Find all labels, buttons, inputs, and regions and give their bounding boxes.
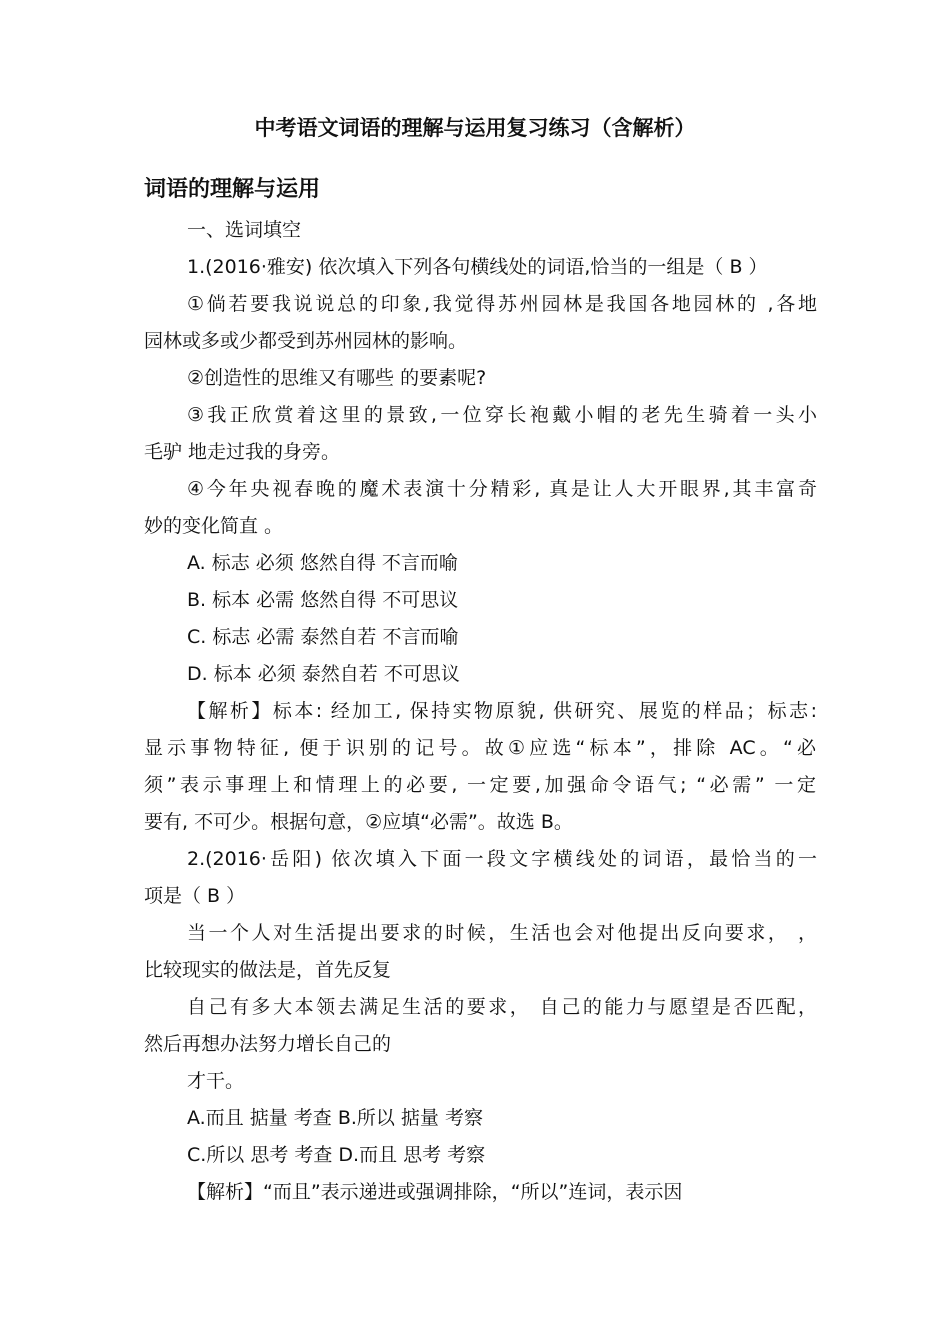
question-1-sentence-4-cont: 妙的变化简直 。 [144, 515, 284, 537]
question-1-stem: 1.(2016·雅安) 依次填入下列各句横线处的词语,恰当的一组是（ B ） [187, 256, 768, 278]
question-1-analysis-cont: 要有, 不可少。根据句意，②应填“必需”。故选 B。 [144, 811, 573, 833]
question-2-passage: 当一个人对生活提出要求的时候，生活也会对他提出反向要求， ， [187, 922, 817, 944]
question-1-sentence-1-cont: 园林或多或少都受到苏州园林的影响。 [144, 330, 468, 352]
question-1-option-b: B. 标本 必需 悠然自得 不可思议 [187, 589, 459, 611]
document-title: 中考语文词语的理解与运用复习练习（含解析） [254, 116, 696, 140]
question-2-passage-cont: 自己有多大本领去满足生活的要求， 自己的能力与愿望是否匹配， [187, 996, 817, 1018]
question-1-analysis-cont: 须”表示事理上和情理上的必要, 一定要,加强命令语气; “必需” 一定 [144, 774, 816, 796]
section-heading: 词语的理解与运用 [144, 177, 321, 202]
question-2-analysis: 【解析】“而且”表示递进或强调排除，“所以”连词，表示因 [187, 1181, 683, 1203]
question-1-sentence-3: ③我正欣赏着这里的景致,一位穿长袍戴小帽的老先生骑着一头小 [187, 404, 817, 426]
question-1-analysis-cont: 显示事物特征, 便于识别的记号。故①应选“标本”，排除 AC。“必 [144, 737, 816, 759]
question-1-sentence-1: ①倘若要我说说总的印象,我觉得苏州园林是我国各地园林的 ,各地 [187, 293, 817, 315]
question-2-stem-cont: 项是（ B ） [144, 885, 246, 907]
question-2-stem: 2.(2016·岳阳) 依次填入下面一段文字横线处的词语，最恰当的一 [187, 848, 817, 870]
question-1-sentence-3-cont: 毛驴 地走过我的身旁。 [144, 441, 341, 463]
question-1-analysis: 【解析】标本: 经加工, 保持实物原貌, 供研究、展览的样品；标志: [187, 700, 817, 722]
question-2-options-ab: A.而且 掂量 考查 B.所以 掂量 考察 [187, 1107, 483, 1129]
question-1-sentence-4: ④今年央视春晚的魔术表演十分精彩, 真是让人大开眼界,其丰富奇 [187, 478, 817, 500]
question-2-options-cd: C.所以 思考 考查 D.而且 思考 考察 [187, 1144, 486, 1166]
subsection-heading: 一、选词填空 [187, 219, 302, 241]
question-1-option-a: A. 标志 必须 悠然自得 不言而喻 [187, 552, 458, 574]
question-2-passage-cont: 比较现实的做法是，首先反复 [144, 959, 392, 981]
question-1-option-d: D. 标本 必须 泰然自若 不可思议 [187, 663, 460, 685]
question-1-sentence-2: ②创造性的思维又有哪些 的要素呢? [187, 367, 487, 389]
question-1-option-c: C. 标志 必需 泰然自若 不言而喻 [187, 626, 459, 648]
question-2-passage-cont: 才干。 [187, 1070, 245, 1092]
question-2-passage-cont: 然后再想办法努力增长自己的 [144, 1033, 392, 1055]
